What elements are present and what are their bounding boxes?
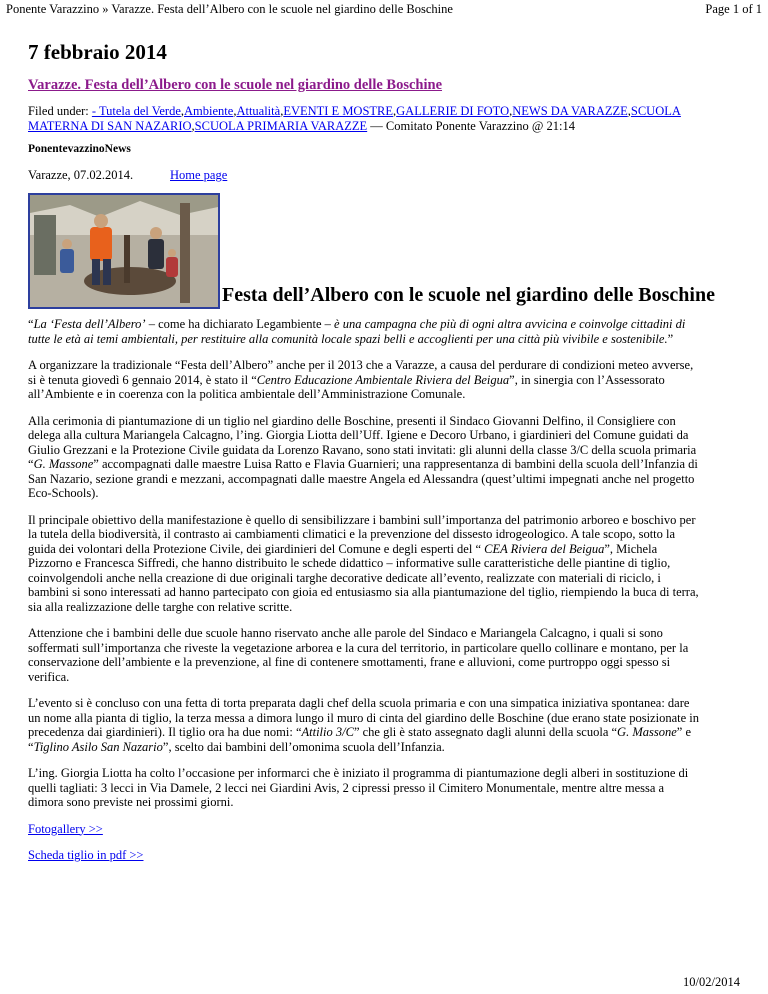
post-title — [28, 77, 700, 94]
tree-planting-photo[interactable] — [28, 193, 220, 309]
link-paragraph — [28, 848, 700, 863]
category-link[interactable]: NEWS DA VARAZZE — [512, 104, 628, 118]
category-link[interactable]: - Tutela del Verde — [91, 104, 181, 118]
article-title: Festa dell’Albero con le scuole nel giardino delle Boschine — [222, 284, 715, 306]
byline: PonentevazzinoNews — [28, 143, 131, 155]
post-date-heading: 7 febbraio 2014 — [28, 40, 167, 64]
page-number: Page 1 of 1 — [705, 2, 762, 16]
post — [28, 40, 715, 875]
article-body — [28, 317, 700, 863]
post-meta: Filed under: - Tutela del Verde,Ambiente,Attualità,EVENTI E MOSTRE,GALLERIE DI FOTO,NEWS DA VARAZZE,SCUOLA MATERNA DI SAN NAZARIO,SCUOLA PRIMARIA VARAZZE — Comitato Ponente Varazzino @ 21:14 — [28, 104, 681, 133]
category-link[interactable]: GALLERIE DI FOTO — [396, 104, 510, 118]
paragraph: L’evento si è concluso con una fetta di torta preparata dagli chef della scuola primaria e con una simpatica iniziativa spontanea: dare un nome alla pianta di tiglio, la terza messa a dimora lungo il muro di cinta del giardino delle Boschine (due erano state posizionate in precedenza dai giardinieri). Il tiglio ora ha due nomi: “Attilio 3/C” che gli è stato assegnato dagli alunni della scuola “G. Massone” e “Tiglino Asilo San Nazario”, scelto dai bambini dell’omonima scuola dell’Infanzia. — [28, 696, 699, 754]
paragraph: L’ing. Giorgia Liotta ha colto l’occasione per informarci che è iniziato il programma di piantumazione degli alberi in sostituzione di quelli tagliati: 3 lecci in Via Damele, 2 lecci nei Giardini Avis, 2 cipressi presso il Cimitero Monumentale, mentre altre messa a dimora sono previste nei prossimi giorni. — [28, 766, 689, 809]
post-author-time: — Comitato Ponente Varazzino @ 21:14 — [367, 119, 575, 133]
scheda-tiglio-pdf-link[interactable]: Scheda tiglio in pdf >> — [28, 848, 144, 862]
article-hero — [28, 193, 715, 309]
paragraph: “La ‘Festa dell’Albero’ – come ha dichiarato Legambiente – è una campagna che più di ogni altra avvicina e coinvolge cittadini di tutte le età ai temi ambientali, per restituire alla comunità locale spazi belli e accoglienti per una città più vivibile e sostenibile.” — [28, 317, 686, 346]
home-page-link[interactable]: Home page — [170, 168, 228, 182]
paragraph: Alla cerimonia di piantumazione di un tiglio nel giardino delle Boschine, presenti il Sindaco Giovanni Delfino, il Consigliere con delega alla cultura Mariangela Calcagno, l’ing. Giorgia Liotta dell’Uff. Igiene e Decoro Urbano, i giardinieri del Comune guidati da Giulio Grezzani e la Protezione Civile guidata da Lorenzo Ravano, sono stati invitati: gli alunni della classe 3/C della scuola primaria “G. Massone” accompagnati dalle maestre Luisa Ratto e Flavia Guarnieri; una rappresentanza di bambini della scuola dell’Infanzia di San Nazario, sezione grandi e mezzani, accompagnati dalle maestre Angela ed Alessandra (quest’ultimi impegnati anche nel progetto Eco-Schools). — [28, 413, 698, 500]
paragraph: Il principale obiettivo della manifestazione è quello di sensibilizzare i bambini sull’importanza del patrimonio arboreo e boschivo per la tutela della biodiversità, il contrasto ai cambiamenti climatici e la prevenzione del dissesto idrogeologico. A tale scopo, sotto la guida dei volontari della Protezione Civile, dei giardinieri del Comune e degli esperti del “ CEA Riviera del Beigua”, Michela Pizzorno e Francesca Siffredi, che hanno distribuito le schede didattico – informative sulle caratteristiche delle piantine di tiglio, coinvolgendoli anche nella creazione di due originali targhe decorative dedicate all’evento, realizzate con materiali di riciclo, i bambini si sono interessati ad hanno partecipato con gioia ed entusiasmo sia alla piantumazione del tiglio, riempiendo la buca di terra, sia alla realizzazione delle targhe con relative scritte. — [28, 512, 699, 614]
post-title-link[interactable]: Varazze. Festa dell’Albero con le scuole nel giardino delle Boschine — [28, 77, 443, 93]
category-link[interactable]: SCUOLA PRIMARIA VARAZZE — [194, 119, 368, 133]
photo-illustration — [30, 195, 218, 307]
print-header — [6, 2, 762, 22]
dateline — [28, 168, 700, 183]
fotogallery-link[interactable]: Fotogallery >> — [28, 821, 103, 836]
print-header-title: Ponente Varazzino » Varazze. Festa dell’Albero con le scuole nel giardino delle Boschine — [6, 2, 453, 16]
category-link[interactable]: EVENTI E MOSTRE — [283, 104, 394, 118]
link-paragraph — [28, 822, 700, 837]
category-link[interactable]: SCUOLA MATERNA DI SAN NAZARIO — [28, 104, 681, 133]
print-footer-date: 10/02/2014 — [683, 975, 740, 989]
category-link[interactable]: Ambiente — [184, 104, 234, 118]
category-link[interactable]: Attualità — [236, 104, 281, 118]
paragraph: A organizzare la tradizionale “Festa dell’Albero” anche per il 2013 che a Varazze, a causa del perdurare di condizioni meteo avverse, si è tenuta giovedì 6 gennaio 2014, è stato il “Centro Educazione Ambientale Riviera del Beigua”, in sinergia con l’Assessorato all’Ambiente e in coerenza con la politica ambientale dell’Amministrazione Comunale. — [28, 358, 694, 401]
filed-under-label: Filed under: — [28, 104, 92, 118]
dateline-text: Varazze, 07.02.2014. — [28, 168, 134, 182]
paragraph: Attenzione che i bambini delle due scuole hanno riservato anche alle parole del Sindaco e Mariangela Calcagno, i quali si sono soffermati sull’importanza che riveste la vegetazione arborea e la cura del territorio, in particolare quello collinare e montano, per la conservazione dell’ambiente e la prevenzione, al fine di contenere smottamenti, frane e alluvioni, come purtroppo oggi spesso si verifica. — [28, 626, 689, 684]
